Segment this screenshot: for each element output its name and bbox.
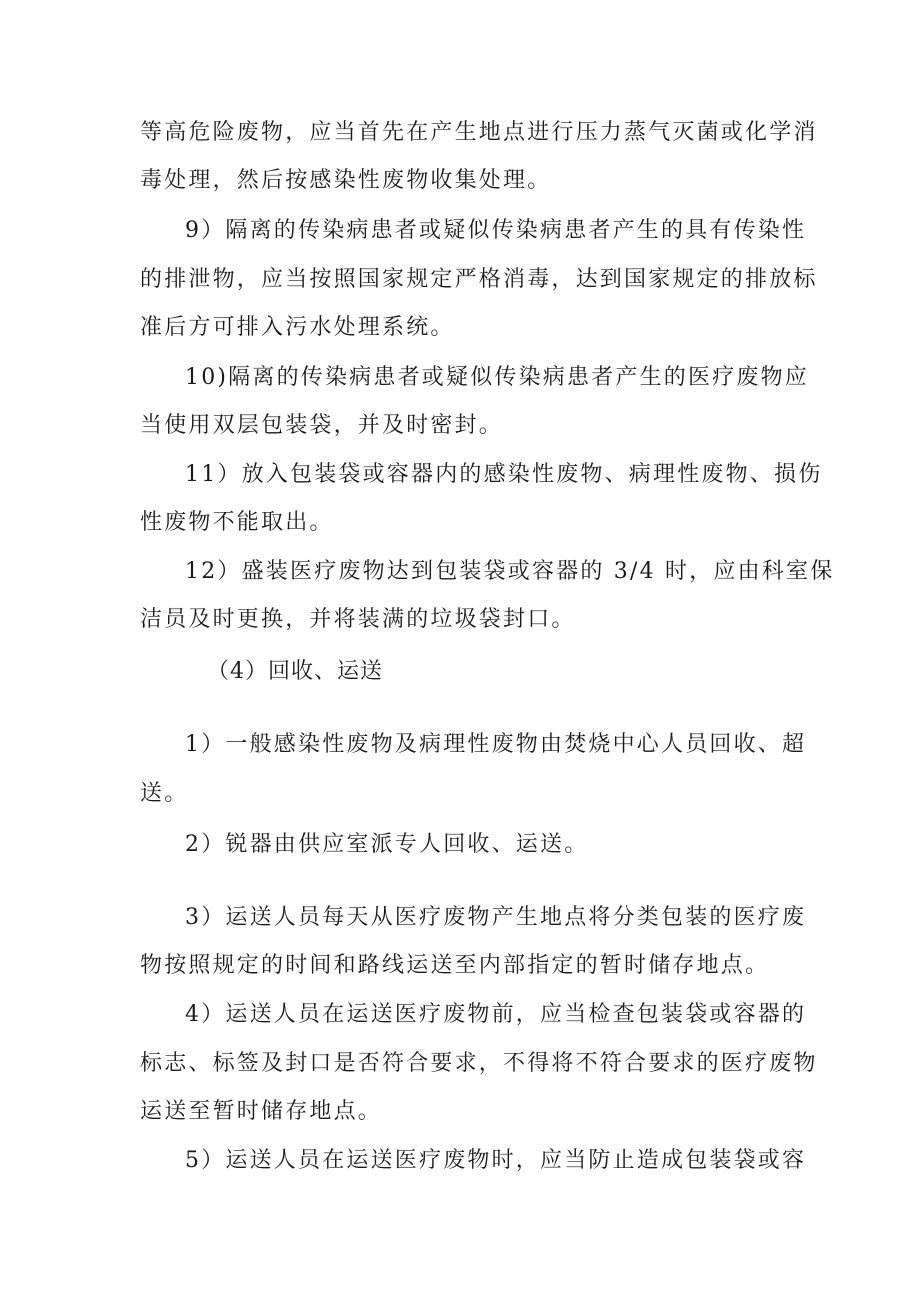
list-item-line: 性废物不能取出。 — [140, 510, 334, 535]
list-item-line: 10)隔离的传染病患者或疑似传染病患者产生的医疗废物应 — [185, 365, 809, 390]
paragraph-line: 等高危险废物，应当首先在产生地点进行压力蒸气灭菌或化学消 — [140, 120, 818, 145]
list-item-line: 9）隔离的传染病患者或疑似传染病患者产生的具有传染性 — [185, 218, 807, 243]
list-item-line: 运送至暂时储存地点。 — [140, 1099, 383, 1124]
list-item-line: 1）一般感染性废物及病理性废物由焚烧中心人员回收、超 — [185, 732, 807, 757]
list-item-line: 的排泄物，应当按照国家规定严格消毒，达到国家规定的排放标 — [140, 267, 818, 292]
list-item-line: 2）锐器由供应室派专人回收、运送。 — [185, 832, 589, 857]
list-item-line: 12）盛装医疗废物达到包装袋或容器的 3/4 时，应由科室保 — [185, 559, 835, 584]
list-item-line: 5）运送人员在运送医疗废物时，应当防止造成包装袋或容 — [185, 1148, 807, 1173]
paragraph-line: 毒处理，然后按感染性废物收集处理。 — [140, 168, 552, 193]
list-item-line: 3）运送人员每天从医疗废物产生地点将分类包装的医疗废 — [185, 905, 807, 930]
list-item-line: 准后方可排入污水处理系统。 — [140, 315, 455, 340]
list-item-line: 当使用双层包装袋，并及时密封。 — [140, 413, 504, 438]
section-heading: （4）回收、运送 — [207, 659, 383, 684]
list-item-line: 物按照规定的时间和路线运送至内部指定的暂时储存地点。 — [140, 953, 770, 978]
list-item-line: 标志、标签及封口是否符合要求，不得将不符合要求的医疗废物 — [140, 1051, 818, 1076]
list-item-line: 洁员及时更换，并将装满的垃圾袋封口。 — [140, 607, 576, 632]
list-item-line: 11）放入包装袋或容器内的感染性废物、病理性废物、损伤 — [185, 462, 823, 487]
list-item-line: 4）运送人员在运送医疗废物前，应当检查包装袋或容器的 — [185, 1002, 807, 1027]
list-item-line: 送。 — [140, 781, 189, 806]
